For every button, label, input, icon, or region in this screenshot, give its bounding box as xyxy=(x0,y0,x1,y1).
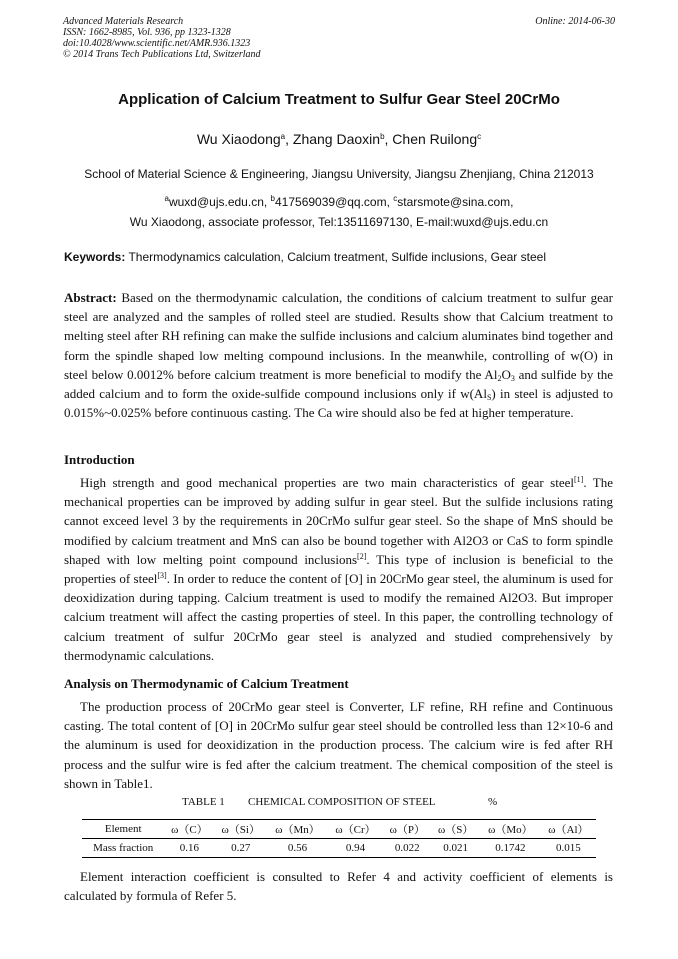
table-header: ω（Al） xyxy=(541,820,596,839)
journal-issn: ISSN: 1662-8985, Vol. 936, pp 1323-1328 xyxy=(63,27,231,38)
journal-copyright: © 2014 Trans Tech Publications Ltd, Switzerland xyxy=(63,49,261,60)
intro-text-2: . The mechanical properties can be improved by adding sulfur in gear steel. But the sulfide inclusions rating cannot exceed level 3 by the requirements in 20CrMo sulfur gear steel. So the shape of MnS should be modified by calcium treatment and MnS can also be bound together with Al2O3 or CaS to form spindle shaped with low melting point compound inclusions xyxy=(64,475,613,567)
author-2-mark: b xyxy=(380,132,385,141)
composition-table xyxy=(82,819,596,858)
email-c: starsmote@sina.com, xyxy=(397,195,514,209)
table-cell: 0.94 xyxy=(345,842,366,854)
table-cell: 0.1742 xyxy=(495,842,526,854)
keywords-label: Keywords: xyxy=(64,250,126,264)
author-3: , Chen Ruilong xyxy=(384,131,478,147)
table-cell: 0.021 xyxy=(443,842,469,854)
abstract xyxy=(64,288,613,422)
email-mark-b: b xyxy=(270,194,275,203)
table-label: TABLE 1 xyxy=(182,796,225,808)
table-header: ω（S） xyxy=(431,820,479,839)
intro-text-3: . This type of inclusion is beneficial to the properties of steel xyxy=(64,551,613,587)
contact-line: Wu Xiaodong, associate professor, Tel:13511697130, E-mail:wuxd@ujs.edu.cn xyxy=(129,215,549,229)
table-header: ω（P） xyxy=(383,820,431,839)
post-table-text: Element interaction coefficient is consulted to Refer 4 and activity coefficient of elements is calculated by formula of Refer 5. xyxy=(64,869,613,904)
email-mark-a: a xyxy=(164,194,169,203)
author-1-mark: a xyxy=(280,132,286,141)
table-name: CHEMICAL COMPOSITION OF STEEL xyxy=(248,796,436,808)
table-unit: % xyxy=(488,796,498,808)
introduction-heading: Introduction xyxy=(64,452,135,467)
table-header: ω（C） xyxy=(164,820,214,839)
paper-title: Application of Calcium Treatment to Sulfur Gear Steel 20CrMo xyxy=(118,91,560,108)
email-b: 417569039@qq.com, xyxy=(275,195,394,209)
table-cell: 0.022 xyxy=(394,842,420,854)
analysis-text: The production process of 20CrMo gear steel is Converter, LF refine, RH refine and Continuous casting. The total content of [O] in 20CrMo sulfur gear steel should be controlled less than 12×10-6 and the aluminum is used for deoxidization in the production process. The calcium wire is fed after RH process and the sulfur wire is fed after the calcium treatment. The chemical composition of the steel is shown in Table1. xyxy=(64,699,613,791)
citation-3: [3] xyxy=(157,571,167,581)
keywords-text: Thermodynamics calculation, Calcium treatment, Sulfide inclusions, Gear steel xyxy=(125,250,546,264)
author-list xyxy=(0,131,678,147)
abstract-sub-3: S xyxy=(486,393,492,403)
journal-meta xyxy=(63,16,261,60)
table-header-row xyxy=(82,820,596,839)
journal-doi: doi:10.4028/www.scientific.net/AMR.936.1323 xyxy=(63,38,251,49)
citation-1: [1] xyxy=(573,475,584,484)
email-line xyxy=(0,192,678,212)
affiliation: School of Material Science & Engineering, Jiangsu University, Jiangsu Zhenjiang, China 212013 xyxy=(84,167,594,181)
keywords xyxy=(64,250,624,264)
author-3-mark: c xyxy=(477,132,482,141)
intro-text-1: High strength and good mechanical properties are two main characteristics of gear steel xyxy=(80,475,574,490)
abstract-sub-1: 2 xyxy=(497,373,502,383)
abstract-sub-2: 3 xyxy=(510,373,515,383)
email-mark-c: c xyxy=(393,194,398,203)
table-header: ω（Si） xyxy=(214,820,267,839)
table-header: ω（Mn） xyxy=(267,820,328,839)
author-2: , Zhang Daoxin xyxy=(285,131,381,147)
online-date: Online: 2014-06-30 xyxy=(535,16,615,27)
table-header: ω（Mo） xyxy=(480,820,541,839)
table-cell: 0.27 xyxy=(231,842,251,854)
author-1: Wu Xiaodong xyxy=(196,131,281,147)
table-caption xyxy=(182,796,497,808)
introduction-text xyxy=(64,473,613,665)
table-cell: 0.56 xyxy=(287,842,308,854)
citation-2: [2] xyxy=(357,551,367,561)
email-block xyxy=(0,192,678,232)
intro-text-4: . In order to reduce the content of [O] in 20CrMo gear steel, the aluminum is used for deoxidization during tapping. Calcium treatment is used to modify the remained Al2O3. But improper calcium treatment will affect the casting properties of steel. In this paper, the controlling technology of calcium treatment of sulfur 20CrMo gear steel is analyzed and studied comprehensively by thermodynamic calculations. xyxy=(64,571,613,663)
table-row xyxy=(82,839,596,858)
analysis-heading: Analysis on Thermodynamic of Calcium Treatment xyxy=(64,676,349,691)
table-cell: Mass fraction xyxy=(93,842,154,854)
abstract-text-2: O xyxy=(501,366,511,382)
journal-name: Advanced Materials Research xyxy=(63,16,184,27)
abstract-text-1: Based on the thermodynamic calculation, the conditions of calcium treatment to sulfur gear steel are analyzed and the samples of rolled steel are studied. Results show that Calcium treatment to melting steel after RH refining can make the sulfide inclusions and calcium aluminates bind together and form the spindle shaped low melting compound inclusions. In the meanwhile, controlling of w(O) in steel below 0.0012% before calcium treatment is more beneficial to modify the Al xyxy=(64,290,613,382)
email-a: wuxd@ujs.edu.cn, xyxy=(168,195,271,209)
abstract-text-3: and sulfide by the added calcium and to form the oxide-sulfide compound inclusions only if w(Al xyxy=(64,366,613,402)
table-header: Element xyxy=(82,820,164,839)
abstract-label: Abstract: xyxy=(64,290,117,305)
table-cell: 0.015 xyxy=(556,842,581,854)
table-header: ω（Cr） xyxy=(328,820,383,839)
table-cell: 0.16 xyxy=(179,842,200,854)
abstract-text-4: ) in steel is adjusted to 0.015%~0.025% before continuous casting. The Ca wire should also be fed at higher temperature. xyxy=(64,386,614,421)
